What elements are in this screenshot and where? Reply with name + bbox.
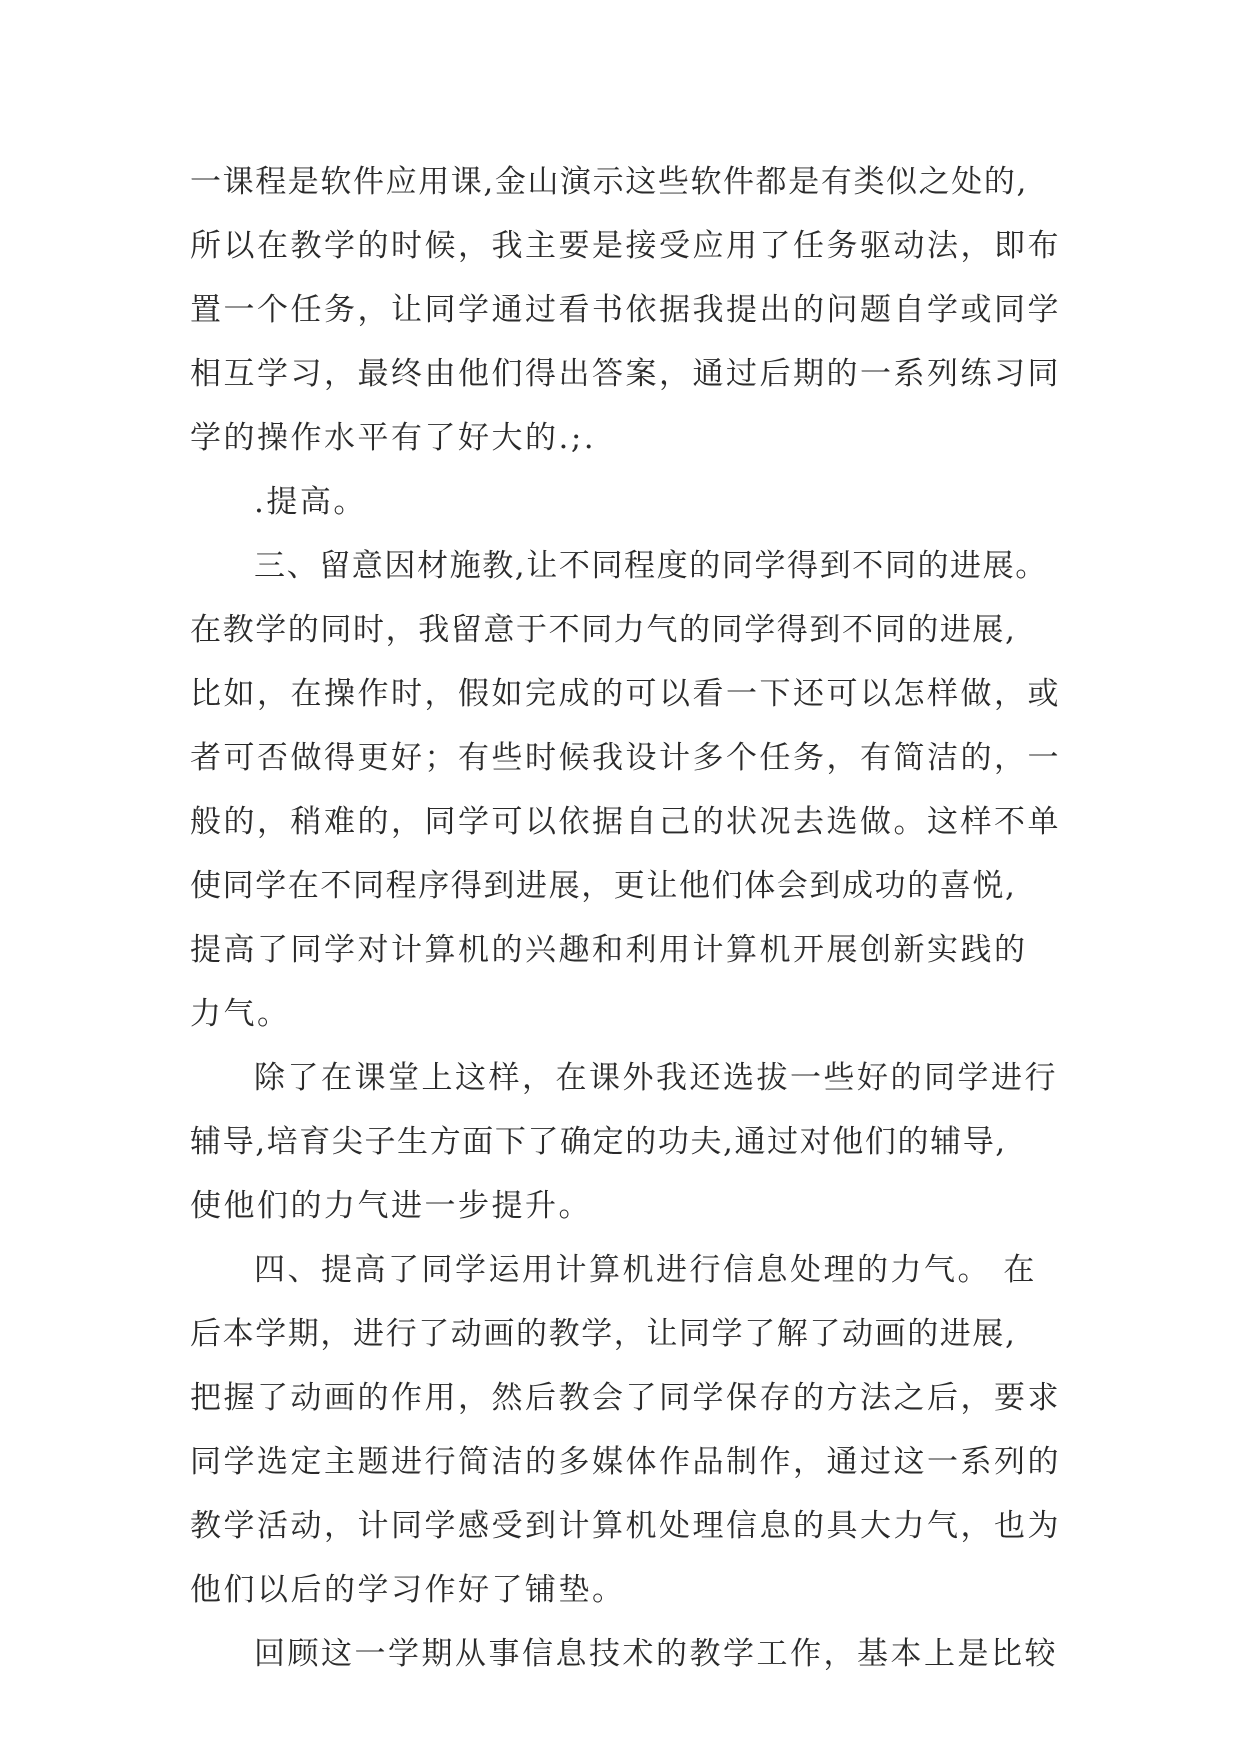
text-line: 置一个任务，让同学通过看书依据我提出的问题自学或同学 xyxy=(190,292,1061,328)
text-line: 教学活动，计同学感受到计算机处理信息的具大力气，也为 xyxy=(190,1508,1061,1544)
text-line: 相互学习，最终由他们得出答案，通过后期的一系列练习同 xyxy=(190,356,1061,392)
text-line: 力气。 xyxy=(190,996,291,1032)
text-line: .提高。 xyxy=(254,484,367,520)
text-line: 提高了同学对计算机的兴趣和利用计算机开展创新实践的 xyxy=(190,932,1028,968)
section-heading: 三、留意因材施教,让不同程度的同学得到不同的进展。 xyxy=(254,548,1048,584)
text-line: 他们以后的学习作好了铺垫。 xyxy=(190,1572,626,1608)
text-line: 在教学的同时，我留意于不同力气的同学得到不同的进展, xyxy=(190,612,1017,648)
text-line: 后本学期，进行了动画的教学，让同学了解了动画的进展, xyxy=(190,1316,1017,1352)
text-line: 除了在课堂上这样，在课外我还选拔一些好的同学进行 xyxy=(254,1060,1058,1096)
text-line: 者可否做得更好；有些时候我设计多个任务，有简洁的，一 xyxy=(190,740,1061,776)
body-text xyxy=(190,150,1070,1686)
text-line: 般的，稍难的，同学可以依据自己的状况去选做。这样不单 xyxy=(190,804,1061,840)
text-line: 回顾这一学期从事信息技术的教学工作，基本上是比较 xyxy=(254,1636,1058,1672)
text-line: 辅导,培育尖子生方面下了确定的功夫,通过对他们的辅导, xyxy=(190,1124,1007,1160)
text-line: 同学选定主题进行简洁的多媒体作品制作，通过这一系列的 xyxy=(190,1444,1061,1480)
section-heading: 四、提高了同学运用计算机进行信息处理的力气。 在 xyxy=(254,1252,1037,1288)
text-line: 一课程是软件应用课,金山演示这些软件都是有类似之处的, xyxy=(190,164,1028,200)
text-line: 所以在教学的时候，我主要是接受应用了任务驱动法，即布 xyxy=(190,228,1061,264)
text-line: 把握了动画的作用，然后教会了同学保存的方法之后，要求 xyxy=(190,1380,1061,1416)
text-line: 比如，在操作时，假如完成的可以看一下还可以怎样做，或 xyxy=(190,676,1061,712)
text-line: 使同学在不同程序得到进展，更让他们体会到成功的喜悦, xyxy=(190,868,1017,904)
text-line: 使他们的力气进一步提升。 xyxy=(190,1188,592,1224)
text-line: 学的操作水平有了好大的.;. xyxy=(190,420,597,456)
